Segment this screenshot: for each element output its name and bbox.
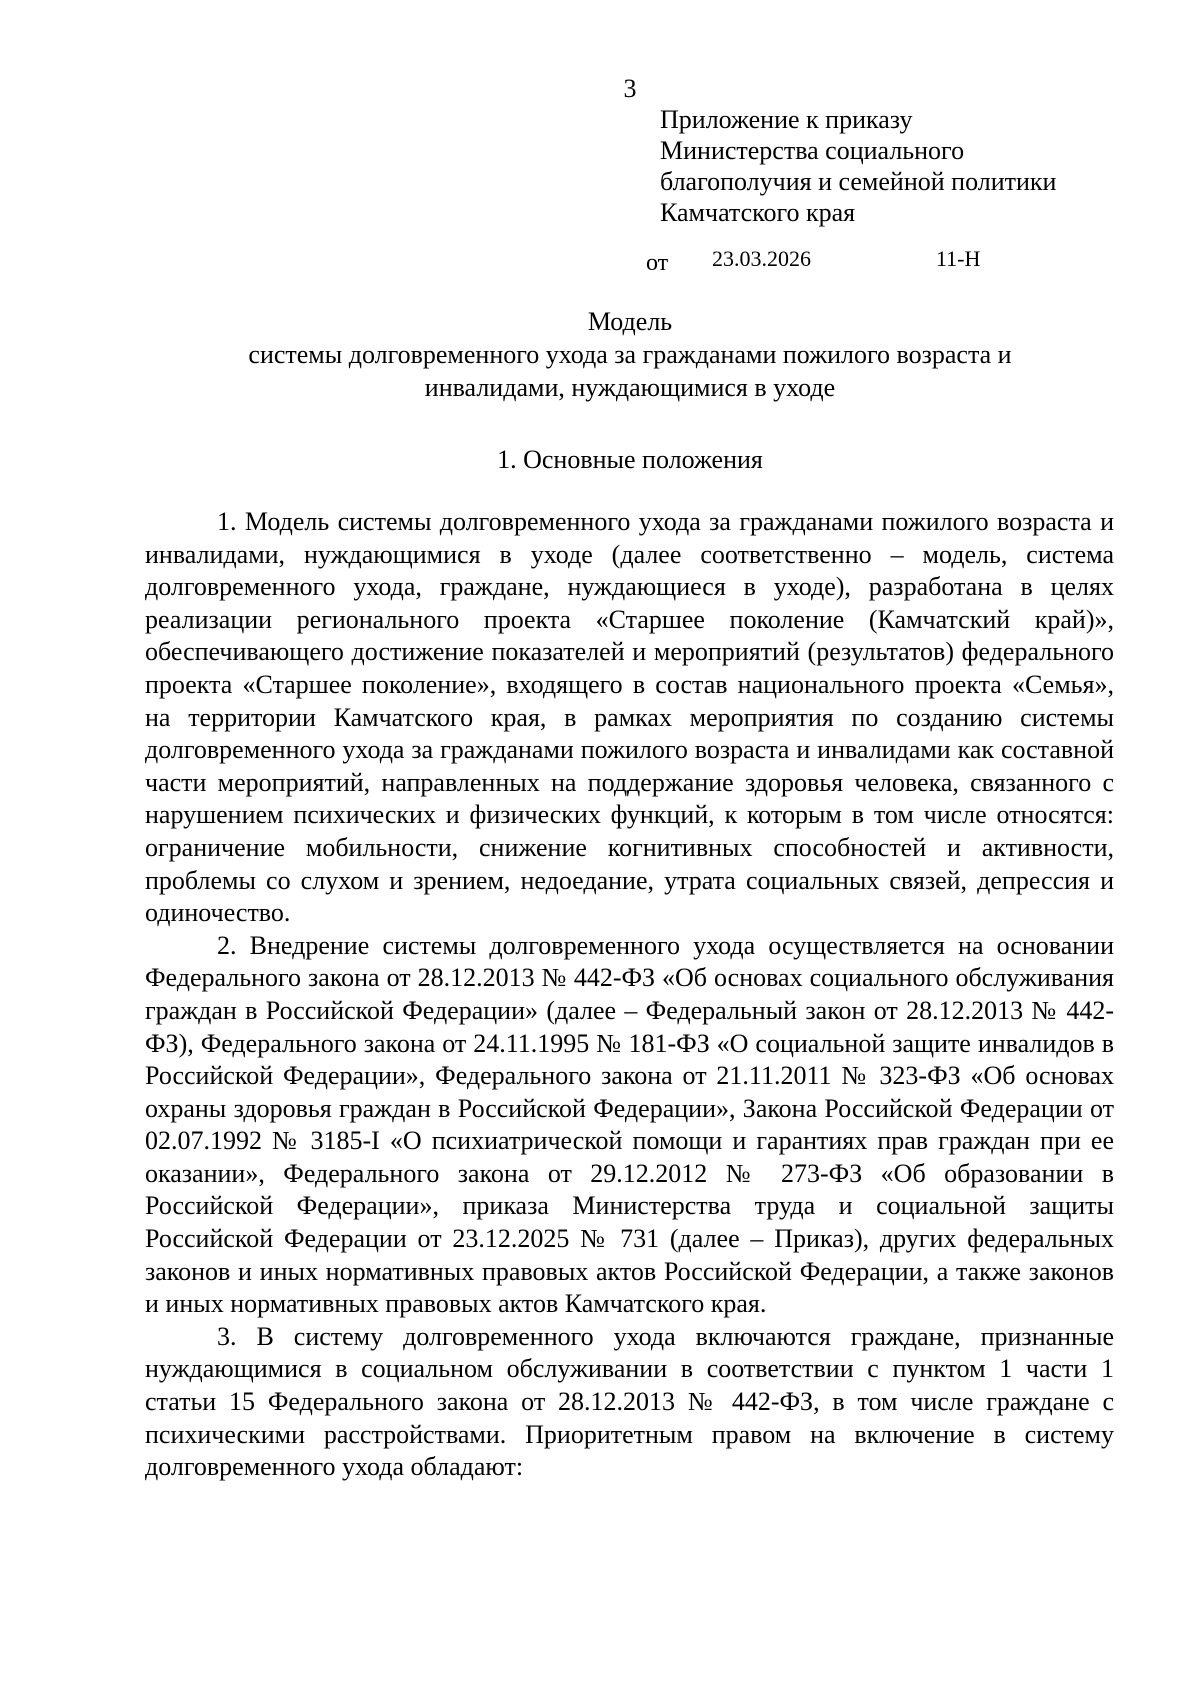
paragraph-1: 1. Модель системы долговременного ухода за гражданами пожилого возраста и инвалидами, нуждающимися в уходе (далее соответственно – модель, система долговременного ухода, граждане, нуждающиеся в уходе), разработана в целях реализации регионального проекта «Старшее поколение (Камчатский край)», обеспечивающего достижение показателей и мероприятий (результатов) федерального проекта «Старшее поколение», входящего в состав национального проекта «Семья», на территории Камчатского края, в рамках мероприятия по созданию системы долговременного ухода за гражданами пожилого возраста и инвалидами как составной части мероприятий, направленных на поддержание здоровья человека, связанного с нарушением психических и физических функций, к которым в том числе относятся: ограничение мобильности, снижение когнитивных способностей и активности, проблемы со слухом и зрением, недоедание, утрата социальных связей, депрессия и одиночество. <box>145 507 1114 928</box>
paragraph-3: 3. В систему долговременного ухода включаются граждане, признанные нуждающимися в социальном обслуживании в соответствии с пунктом 1 части 1 статьи 15 Федерального закона от 28.12.2013 № 442-ФЗ, в том числе граждане с психическими расстройствами. Приоритетным правом на включение в систему долговременного ухода обладают: <box>145 1321 1114 1482</box>
approval-line: Приложение к приказу <box>660 105 913 134</box>
title-line: системы долговременного ухода за гражданами пожилого возраста и <box>248 340 1012 369</box>
document-title <box>145 305 1115 404</box>
document-body <box>145 506 1114 1484</box>
title-line: Модель <box>587 307 673 336</box>
approval-line: благополучия и семейной политики <box>660 167 1057 196</box>
approval-line: Министерства социального <box>660 136 965 165</box>
section-heading: 1. Основные положения <box>497 445 763 474</box>
page-number: 3 <box>623 74 637 103</box>
approval-block <box>660 104 1056 228</box>
order-number: 11-Н <box>936 246 981 271</box>
title-line: инвалидами, нуждающимися в уходе <box>424 373 836 402</box>
approval-line: Камчатского края <box>660 198 856 227</box>
order-date: 23.03.2026 <box>712 246 811 271</box>
order-from-label: от <box>646 250 669 276</box>
paragraph-2: 2. Внедрение системы долговременного ухода осуществляется на основании Федерального закона от 28.12.2013 № 442-ФЗ «Об основах социального обслуживания граждан в Российской Федерации» (далее – Федеральный закон от 28.12.2013 № 442-ФЗ), Федерального закона от 24.11.1995 № 181-ФЗ «О социальной защите инвалидов в Российской Федерации», Федерального закона от 21.11.2011 № 323-ФЗ «Об основах охраны здоровья граждан в Российской Федерации», Закона Российской Федерации от 02.07.1992 № 3185-I «О психиатрической помощи и гарантиях прав граждан при ее оказании», Федерального закона от 29.12.2012 № 273-ФЗ «Об образовании в Российской Федерации», приказа Министерства труда и социальной защиты Российской Федерации от 23.12.2025 № 731 (далее – Приказ), других федеральных законов и иных нормативных правовых актов Российской Федерации, а также законов и иных нормативных правовых актов Камчатского края. <box>145 930 1114 1319</box>
